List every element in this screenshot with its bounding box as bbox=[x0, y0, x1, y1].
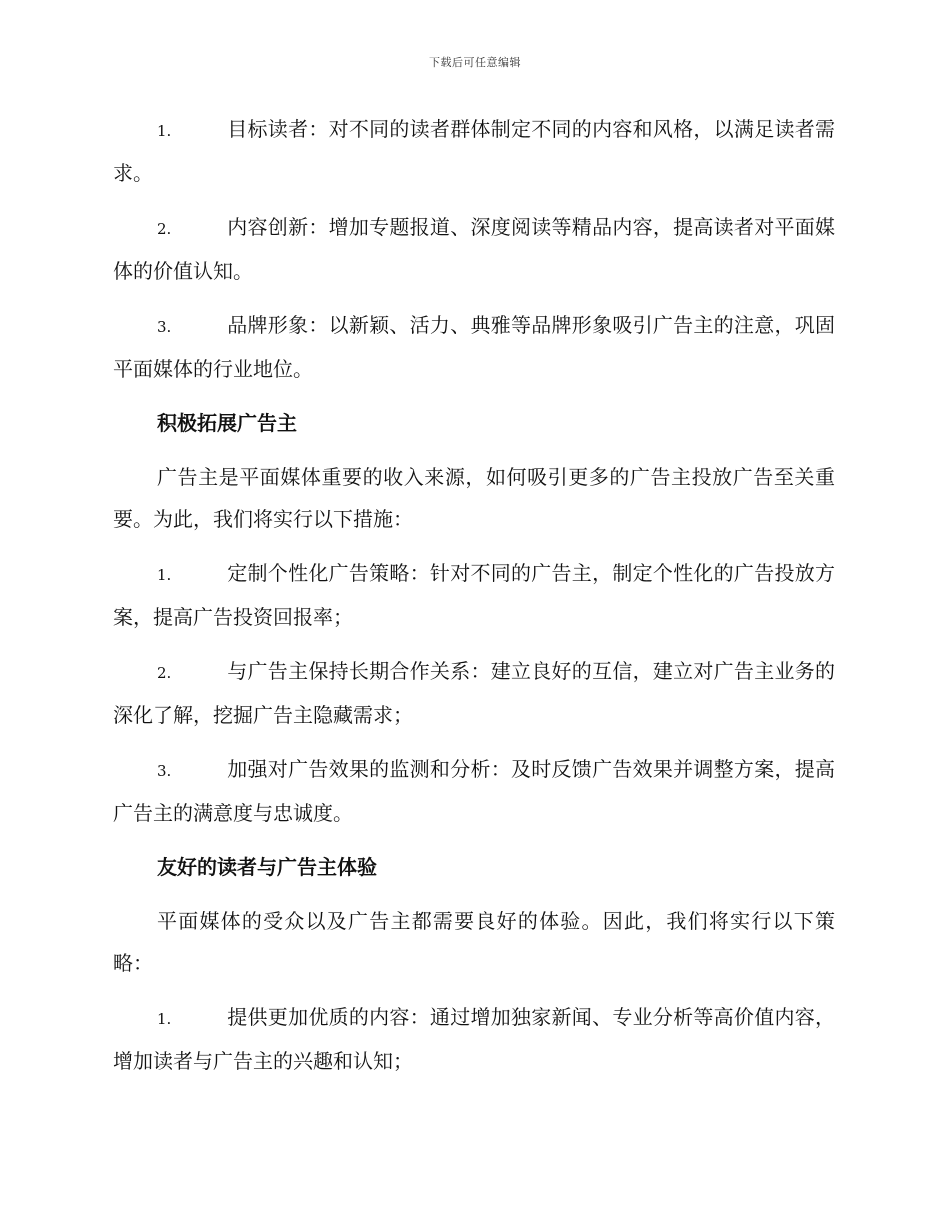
list-number: 2. bbox=[157, 664, 172, 682]
list-item bbox=[113, 748, 835, 834]
list-number: 1. bbox=[157, 122, 172, 140]
list-item bbox=[113, 108, 835, 194]
list-text: 内容创新：增加专题报道、深度阅读等精品内容，提高读者对平面媒体的价值认知。 bbox=[113, 215, 835, 283]
list-text: 品牌形象：以新颖、活力、典雅等品牌形象吸引广告主的注意，巩固平面媒体的行业地位。 bbox=[113, 313, 835, 381]
list-number: 1. bbox=[157, 1010, 172, 1028]
list-text: 与广告主保持长期合作关系：建立良好的互信，建立对广告主业务的深化了解，挖掘广告主隐藏需求； bbox=[113, 659, 835, 727]
list-text: 加强对广告效果的监测和分析：及时反馈广告效果并调整方案，提高广告主的满意度与忠诚度。 bbox=[113, 757, 835, 825]
list-text: 提供更加优质的内容：通过增加独家新闻、专业分析等高价值内容，增加读者与广告主的兴趣和认知； bbox=[113, 1005, 835, 1073]
section-intro-experience: 平面媒体的受众以及广告主都需要良好的体验。因此，我们将实行以下策略： bbox=[113, 909, 835, 975]
list-item bbox=[113, 304, 835, 390]
list-item bbox=[113, 650, 835, 736]
section-intro-advertisers: 广告主是平面媒体重要的收入来源，如何吸引更多的广告主投放广告至关重要。为此，我们将实行以下措施： bbox=[113, 465, 835, 531]
list-number: 1. bbox=[157, 566, 172, 584]
list-item bbox=[113, 206, 835, 292]
list-item bbox=[113, 996, 835, 1082]
page-header: 下载后可任意编辑 bbox=[429, 56, 521, 69]
list-item bbox=[113, 552, 835, 638]
list-number: 3. bbox=[157, 318, 172, 336]
list-number: 2. bbox=[157, 220, 172, 238]
list-text: 定制个性化广告策略：针对不同的广告主，制定个性化的广告投放方案，提高广告投资回报率； bbox=[113, 561, 835, 629]
section-heading-experience: 友好的读者与广告主体验 bbox=[157, 855, 377, 879]
list-text: 目标读者：对不同的读者群体制定不同的内容和风格，以满足读者需求。 bbox=[113, 117, 835, 185]
section-heading-advertisers: 积极拓展广告主 bbox=[157, 411, 297, 435]
list-number: 3. bbox=[157, 762, 172, 780]
document-body bbox=[113, 108, 835, 1094]
